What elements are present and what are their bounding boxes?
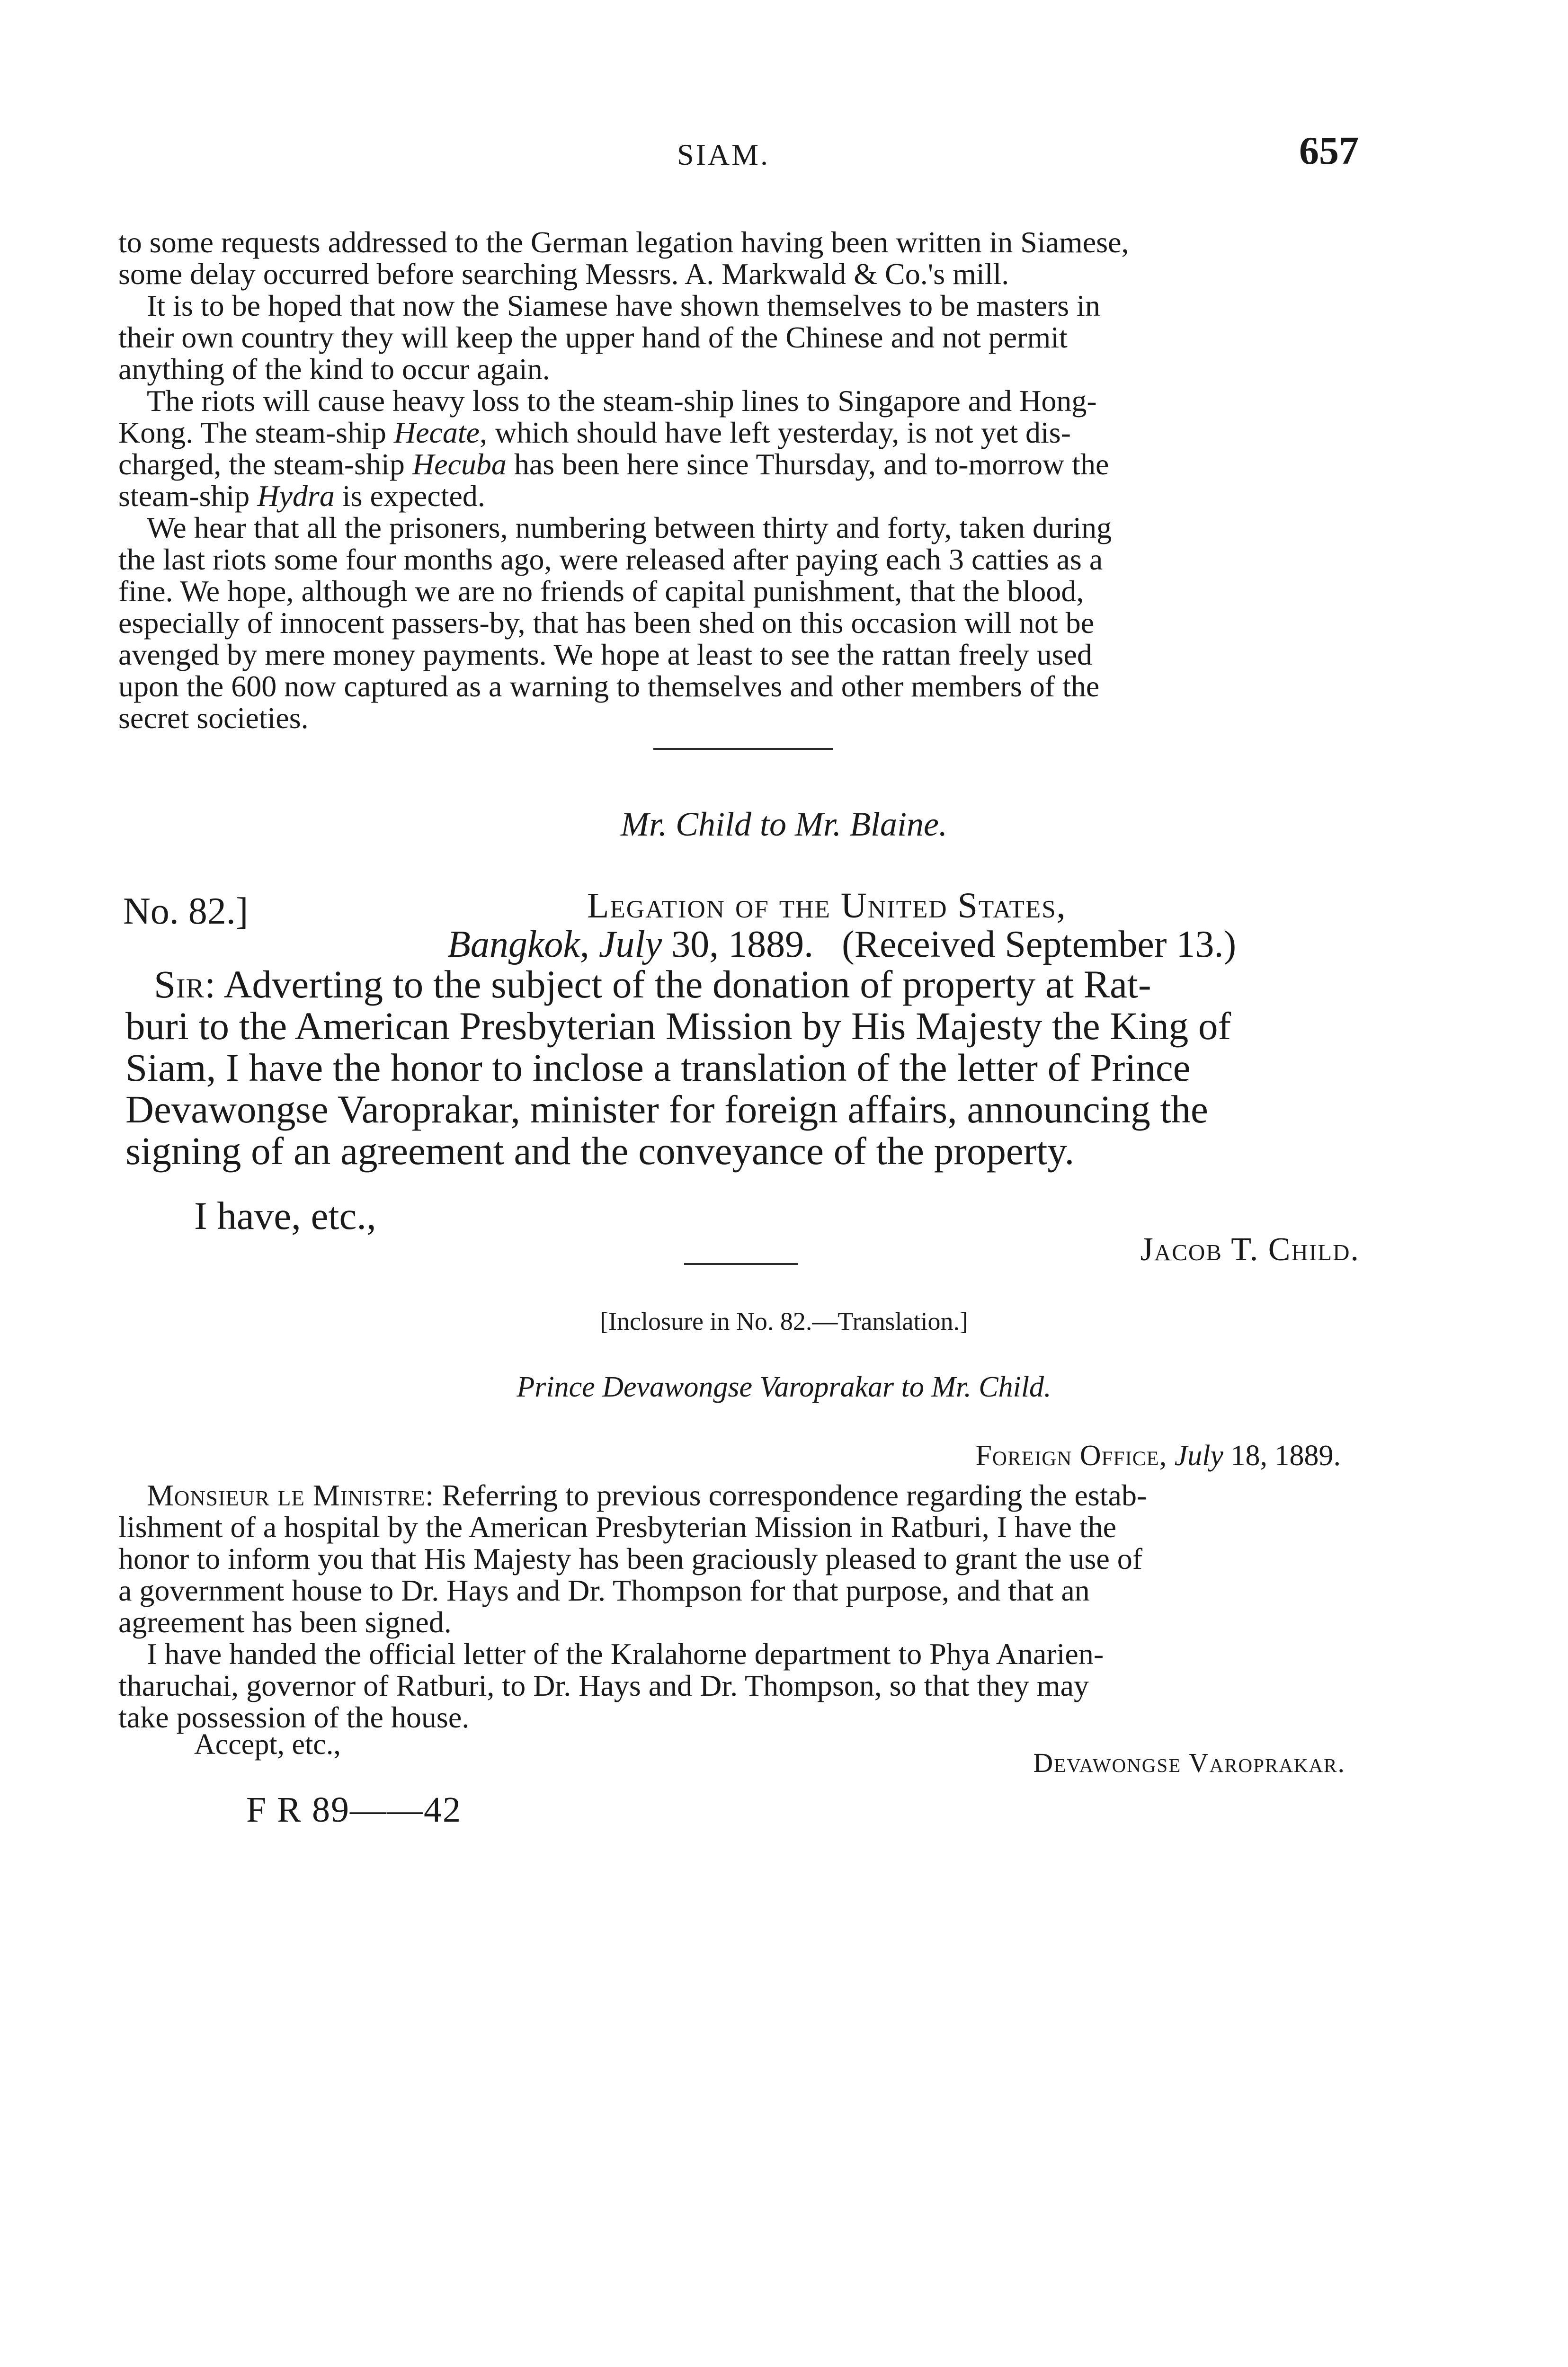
ship-name: Hecate xyxy=(393,416,480,449)
inclosure-line: lishment of a hospital by the American Presbyterian Mission in Ratburi, I have the xyxy=(118,1510,1117,1544)
intro-line: especially of innocent passers-by, that has been shed on this occasion will not be xyxy=(118,606,1095,640)
salutation: Monsieur le Ministre: xyxy=(147,1478,435,1512)
inclosure-line: tharuchai, governor of Ratburi, to Dr. Hays and Dr. Thompson, so that they may xyxy=(118,1669,1089,1702)
letter-line: buri to the American Presbyterian Mission by His Majesty the King of xyxy=(125,1004,1231,1048)
intro-line: It is to be hoped that now the Siamese have shown themselves to be masters in xyxy=(147,289,1100,322)
letter-closing: I have, etc., xyxy=(194,1194,376,1237)
inclosure-line: take possession of the house. xyxy=(118,1700,470,1734)
intro-line: Kong. The steam-ship Hecate, which should have left yesterday, is not yet dis- xyxy=(118,416,1071,449)
letter-dateline: Bangkok, July 30, 1889. (Received September 13.) xyxy=(447,924,1237,965)
inclosure-line: I have handed the official letter of the Kralahorne department to Phya Anarien- xyxy=(147,1637,1104,1671)
intro-line: the last riots some four months ago, were released after paying each 3 catties as a xyxy=(118,543,1103,576)
intro-line: We hear that all the prisoners, numbering between thirty and forty, taken during xyxy=(147,511,1112,544)
letter-line: Devawongse Varoprakar, minister for foreign affairs, announcing the xyxy=(125,1087,1208,1131)
intro-text xyxy=(118,226,1359,734)
dispatch-number: No. 82.] xyxy=(123,890,249,932)
inclosure-line: a government house to Dr. Hays and Dr. Thompson for that purpose, and that an xyxy=(118,1574,1090,1607)
letter-line: Siam, I have the honor to inclose a translation of the letter of Prince xyxy=(125,1046,1191,1089)
intro-line: their own country they will keep the upper hand of the Chinese and not permit xyxy=(118,320,1068,354)
intro-line: avenged by mere money payments. We hope at least to see the rattan freely used xyxy=(118,638,1092,671)
intro-line: some delay occurred before searching Messrs. A. Markwald & Co.'s mill. xyxy=(118,257,1009,291)
ship-name: Hydra xyxy=(257,479,335,513)
ship-name: Hecuba xyxy=(412,447,507,481)
intro-line: fine. We hope, although we are no friends of capital punishment, that the blood, xyxy=(118,574,1084,608)
intro-line: charged, the steam-ship Hecuba has been here since Thursday, and to-morrow the xyxy=(118,447,1109,481)
letter-title: Mr. Child to Mr. Blaine. xyxy=(620,805,947,843)
inclosure-closing: Accept, etc., xyxy=(194,1728,341,1761)
salutation: Sir: xyxy=(154,962,216,1006)
intro-line: secret societies. xyxy=(118,701,309,735)
inclosure-line: agreement has been signed. xyxy=(118,1605,452,1639)
intro-line: upon the 600 now captured as a warning to themselves and other members of the xyxy=(118,669,1100,703)
inclosure-line: honor to inform you that His Majesty has been graciously pleased to grant the use of xyxy=(118,1542,1143,1575)
legation-heading: Legation of the United States, xyxy=(587,886,1067,925)
intro-line: anything of the kind to occur again. xyxy=(118,352,550,386)
letter-body xyxy=(125,963,1361,1172)
received-note: (Received September 13.) xyxy=(842,924,1237,965)
inclosure-signer: Devawongse Varoprakar. xyxy=(1033,1747,1345,1778)
section-divider xyxy=(653,748,833,750)
inclosure-note: [Inclosure in No. 82.—Translation.] xyxy=(600,1307,968,1335)
running-head: SIAM. xyxy=(677,138,770,171)
printer-signature-mark: F R 89——42 xyxy=(246,1790,462,1830)
intro-line: steam-ship Hydra is expected. xyxy=(118,479,485,513)
inclosure-title: Prince Devawongse Varoprakar to Mr. Child. xyxy=(517,1371,1051,1403)
letter-signer: Jacob T. Child. xyxy=(1140,1231,1360,1268)
intro-line: The riots will cause heavy loss to the steam-ship lines to Singapore and Hong- xyxy=(147,384,1097,418)
inclosure-dateline: Foreign Office, July 18, 1889. xyxy=(975,1440,1341,1472)
inclosure-body xyxy=(118,1479,1359,1733)
inclosure-line: Monsieur le Ministre: Referring to previous correspondence regarding the estab- xyxy=(147,1478,1147,1512)
letter-line: signing of an agreement and the conveyance of the property. xyxy=(125,1129,1075,1173)
intro-line: to some requests addressed to the German legation having been written in Siamese, xyxy=(118,225,1129,259)
page-number: 657 xyxy=(1299,129,1359,173)
section-divider xyxy=(684,1263,798,1265)
letter-line: Sir: Adverting to the subject of the donation of property at Rat- xyxy=(154,962,1151,1006)
page-header xyxy=(118,129,1359,189)
